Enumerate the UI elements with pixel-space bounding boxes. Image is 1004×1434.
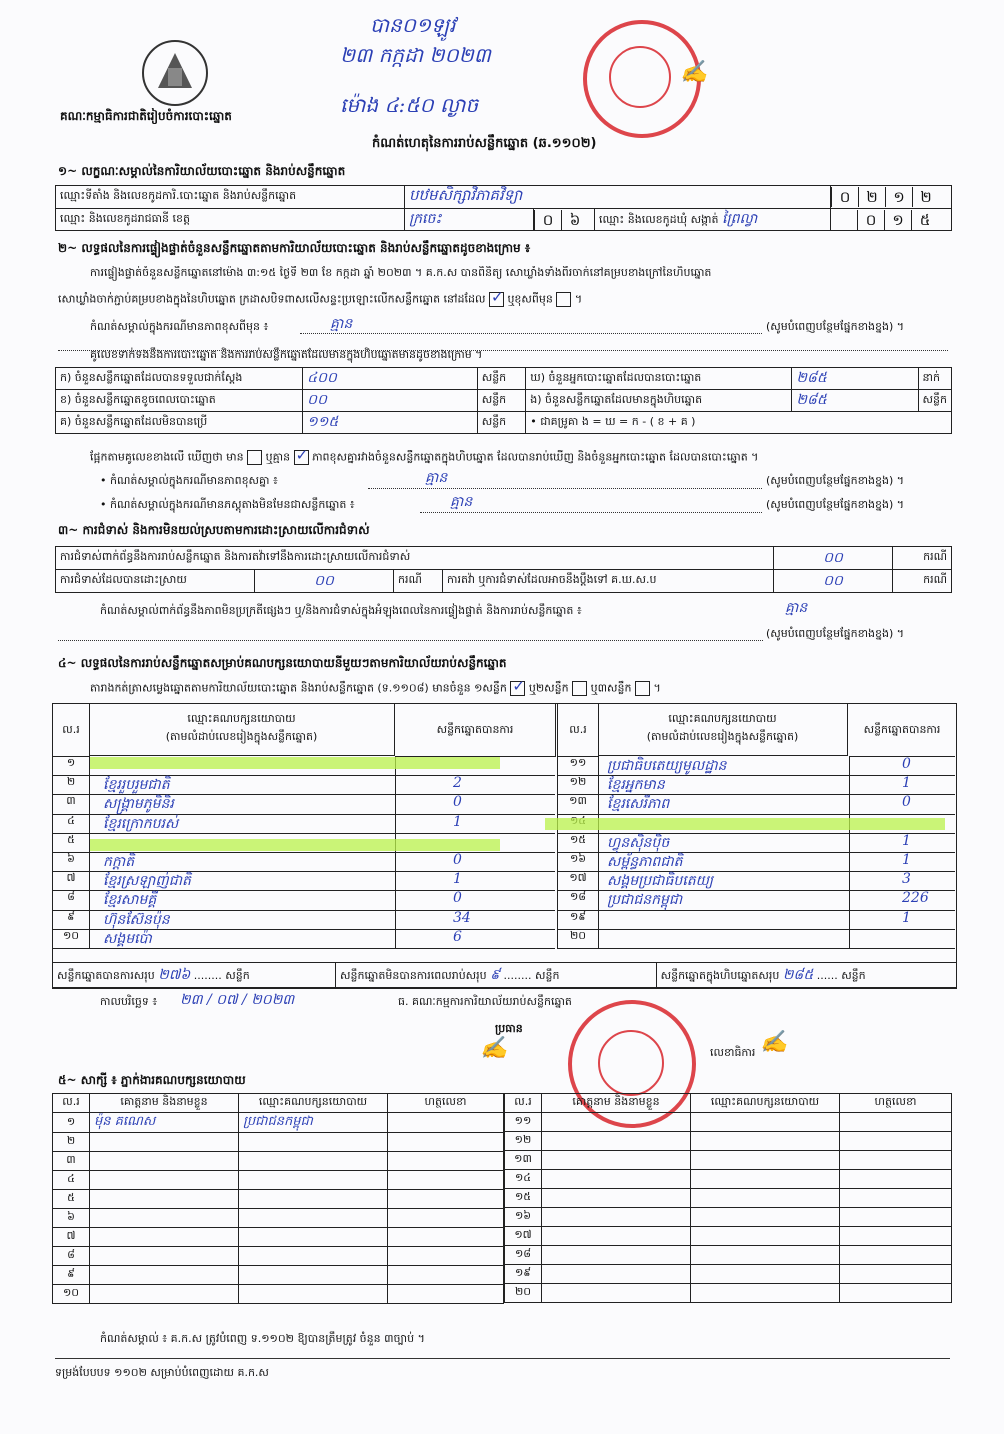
witness-row: ១៣ bbox=[505, 1151, 952, 1170]
s2-paragraph2: សោឃ្លាំងចាក់ភ្ជាប់គម្របខាងក្នុងនៃហិបឆ្នោត ក្រដាសបិទពាសលើសន្ទះប្រឡោះលើកសន្លឹកឆ្នោត នៅដដែល ✓ ឬខុសពីមុន ។ bbox=[58, 288, 583, 306]
result-row: ៨ ខ្មែរសាមគ្គី 0 bbox=[53, 890, 555, 910]
section2-title: ២~ លទ្ធផលនៃការផ្ទៀងផ្ទាត់ចំនួនសន្លឹកឆ្នោតតាមការិយាល័យបោះឆ្នោត និងរាប់សន្លឹកឆ្នោតដូចខាងក្រោម ៖ bbox=[58, 241, 531, 255]
s3-note: កំណត់សម្គាល់ពាក់ព័ន្ធនឹងភាពមិនប្រក្រតីផ្សេងៗ ឬ/និងការជំទាស់ក្នុងអំឡុងពេលនៃការផ្ទៀងផ្ទាត់ និងការរាប់សន្លឹកឆ្នោត ៖ bbox=[100, 604, 582, 617]
location-value: បឋមសិក្សាវិភាគវិទ្យា bbox=[405, 186, 831, 209]
b2-label: • កំណត់សម្គាល់ក្នុងករណីមានភស្តុតាងមិនមែនជាសន្លឹកឆ្នោត ៖ bbox=[100, 498, 355, 511]
chair-signature: ✍ bbox=[480, 1036, 508, 1061]
result-row: ៦ កក្តាតិ 0 bbox=[53, 852, 555, 872]
result-row: ៤ ខ្មែរក្រោកបរស់ 1 bbox=[53, 814, 555, 834]
result-row: ១១ ប្រជាធិបតេយ្យមូលដ្ឋាន 0 bbox=[557, 756, 955, 776]
witness-row: ៩ bbox=[53, 1266, 504, 1285]
result-row: ១៨ ប្រជាជនកម្ពុជា 226 bbox=[557, 890, 955, 910]
same-checkbox[interactable]: ✓ bbox=[490, 288, 504, 306]
province-value: ក្រចេះ bbox=[405, 209, 534, 231]
footnote: កំណត់សម្គាល់ ៖ គ.ក.ស ត្រូវបំពេញ ទ.១១០២ ឱ្យបានត្រឹមត្រូវ ចំនួន ៣ច្បាប់ ។ bbox=[100, 1332, 425, 1345]
form-code: ទម្រង់បែបបទ ១១០២ សម្រាប់បំពេញដោយ គ.ក.ស bbox=[55, 1366, 269, 1379]
witness-row: ២ bbox=[53, 1133, 504, 1152]
witness-row: ១៥ bbox=[505, 1189, 952, 1208]
witness-row: ១៤ bbox=[505, 1170, 952, 1189]
objection-table: ការជំទាស់ពាក់ព័ន្ធនឹងការរាប់សន្លឹកឆ្នោត និងការតវ៉ាទៅនឹងការដោះស្រាយលើការជំទាស់ ០០ ករណី ការជំទាស់ដែលបានដោះស្រាយ ០០ ករណី ការតវ៉ា ឬការជំទាស់ដែលអាចនឹងប្តឹងទៅ គ.ឃ.ស.ប ០០ ករណី bbox=[55, 546, 952, 593]
count-table: ក) ចំនួនសន្លឹកឆ្នោតដែលបានទទួលជាក់ស្តែង ៤០០ សន្លឹក ឃ) ចំនួនអ្នកបោះឆ្នោតដែលបានបោះឆ្នោត ២៨៥ នាក់ ខ) ចំនួនសន្លឹកឆ្នោតខូចពេលបោះឆ្នោត ០០ សន្លឹក ង) ចំនួនសន្លឹកឆ្នោតដែលមានក្នុងហិបឆ្នោត ២៨៥ សន្លឹក គ) ចំនួនសន្លឹកឆ្នោតដែលមិនបានប្រើ ១១៥ សន្លឹក • ជាគម្រូគា ង = ឃ = ក - ( ខ + គ ) bbox=[55, 367, 952, 434]
witness-row: ៦ bbox=[53, 1209, 504, 1228]
witness-row: ៣ bbox=[53, 1152, 504, 1171]
secretary-signature: ✍ bbox=[760, 1030, 788, 1055]
commission-logo bbox=[138, 38, 212, 108]
note1-label: កំណត់សម្គាល់ក្នុងករណីមានភាពខុសពីមុន ៖ bbox=[90, 320, 269, 333]
s3-note-value: គ្មាន bbox=[785, 600, 808, 616]
province-label: ឈ្មោះ និងលេខកូដរាជធានី ខេត្ត bbox=[56, 209, 405, 231]
witness-row: ១២ bbox=[505, 1132, 952, 1151]
signature: ✍ bbox=[680, 60, 708, 85]
result-row: ១៦ សម្ព័ន្ធភាពជាតិ 1 bbox=[557, 852, 955, 872]
result-row: ១៧ សង្គមប្រជាធិបតេយ្យ 3 bbox=[557, 871, 955, 891]
result-row: ៣ សង្គ្រាមភូមិនិរ 0 bbox=[53, 794, 555, 814]
document-title: កំណត់ហេតុនៃការរាប់សន្លឹកឆ្នោត (ឆ.១១០២) bbox=[372, 136, 597, 151]
totals-row: សន្លឹកឆ្នោតបានការសរុប ២៧៦ ........ សន្លឹក សន្លឹកឆ្នោតមិនបានការពេលរាប់សរុប ៩ ........ សន្លឹក សន្លឹកឆ្នោតក្នុងហិបឆ្នោតសរុប ២៨៥ ...... សន្លឹក bbox=[52, 962, 957, 988]
date-label: កាលបរិច្ឆេទ ៖ bbox=[100, 995, 158, 1008]
no-diff-checkbox[interactable]: ✓ bbox=[295, 450, 309, 464]
section5-title: ៥~ សាក្សី ៖ ភ្នាក់ងារគណបក្សនយោបាយ bbox=[58, 1073, 246, 1087]
location-label: ឈ្មោះទីតាំង និងលេខកូដការិ.បោះឆ្នោត និងរាប់សន្លឹកឆ្នោត bbox=[56, 186, 405, 209]
witness-row: ៤ bbox=[53, 1171, 504, 1190]
result-row: ៥ bbox=[53, 833, 555, 853]
s2-paragraph3: គូលេខទាក់ទងនឹងការបោះឆ្នោត និងការរាប់សន្លឹកឆ្នោតដែលមានក្នុងហិបឆ្នោតមានដូចខាងក្រោម ។ bbox=[90, 348, 483, 361]
has-diff-checkbox[interactable] bbox=[247, 450, 262, 465]
witness-row: ១១ bbox=[505, 1113, 952, 1132]
date-value: ២៣ / ០៧ / ២០២៣ bbox=[180, 992, 295, 1008]
result-row: ១ bbox=[53, 756, 555, 776]
results-table: ល.រ ឈ្មោះគណបក្សនយោបាយ (តាមលំដាប់លេខរៀងក្នុងសន្លឹកឆ្នោត) សន្លឹកឆ្នោតបានការ ល.រ ឈ្មោះគណបក្សនយោបាយ (តាមលំដាប់លេខរៀងក្នុងសន្លឹកឆ្នោត) សន្លឹកឆ្នោតបានការ ១ ២ ខ្មែររួបរួមជាតិ 2 ៣ សង្គ្រាមភូមិនិរ 0 ៤ ខ្មែរក្រោកបរស់ 1 ៥ ៦ កក្តាតិ 0 ៧ ខ្មែរស្រឡាញ់ជាតិ 1 ៨ ខ្មែរសាមគ្គី 0 ៩ ហ៊ុនស៊ែនប៉ុន 34 ១០ សង្គមប៉ោ 6 ១១ ប្រជាធិបតេយ្យមូលដ្ឋាន 0 ១២ ខ្មែរអ្នកមាន 1 ១៣ ខ្មែរ​សេរីភាព 0 ១៥ ហ្វុនស៊ិនប៉ិច 1 ១៦ សម្ព័ន្ធភាពជាតិ 1 ១៧ សង្គមប្រជាធិបតេយ្យ 3 ១៨ ប្រជាជនកម្ពុជា 226 ១៩ 1 ២០ bbox=[52, 703, 957, 989]
result-row: ៩ ហ៊ុនស៊ែនប៉ុន 34 bbox=[53, 910, 555, 930]
chair-label: ប្រធាន bbox=[495, 1022, 523, 1035]
witness-row: ១៧ bbox=[505, 1227, 952, 1246]
b2-value: គ្មាន bbox=[450, 494, 473, 510]
witness-row: ៥ bbox=[53, 1190, 504, 1209]
result-row: ២០ bbox=[557, 929, 955, 949]
result-row: ១៩ 1 bbox=[557, 910, 955, 930]
witness-row: ១៦ bbox=[505, 1208, 952, 1227]
s4-intro: តារាងកត់ត្រាសម្លេងឆ្នោតតាមការិយាល័យបោះឆ្នោត និងរាប់សន្លឹកឆ្នោត (ទ.១១០៨) មានចំនួន ១សន្លឹក ✓ ឬ២សន្លឹក ឬ៣សន្លឹក ។ bbox=[90, 677, 661, 695]
fill-hint-1: (សូមបំពេញបន្ថែមផ្នែកខាងខ្នង) ។ bbox=[766, 320, 905, 333]
commission-name: គណៈកម្មាធិការជាតិរៀបចំការបោះឆ្នោត bbox=[60, 109, 232, 123]
witness-row: ៧ bbox=[53, 1228, 504, 1247]
b1-value: គ្មាន bbox=[425, 470, 448, 486]
witness-row: ១៩ bbox=[505, 1265, 952, 1284]
result-row: ១២ ខ្មែរអ្នកមាន 1 bbox=[557, 775, 955, 795]
b1-label: • កំណត់សម្គាល់ក្នុងករណីមានភាពខុសគ្នា ៖ bbox=[100, 474, 278, 487]
witness-row: ១ ម៉ុន គណេស ប្រជាជនកម្ពុជា bbox=[53, 1113, 504, 1133]
section1-table: ឈ្មោះទីតាំង និងលេខកូដការិ.បោះឆ្នោត និងរាប់សន្លឹកឆ្នោត បឋមសិក្សាវិភាគវិទ្យា ០ ២ ១ ២ ឈ្មោះ និងលេខកូដរាជធានី ខេត្ត ក្រចេះ ០ ៦ ឈ្មោះ និងលេខកូដឃុំ សង្កាត់ ព្រៃល្វា ០ ១ ៥ bbox=[55, 185, 952, 231]
result-row: ៧ ខ្មែរស្រឡាញ់ជាតិ 1 bbox=[53, 871, 555, 891]
section4-title: ៤~ លទ្ធផលនៃការរាប់សន្លឹកឆ្នោតសម្រាប់គណបក្សនយោបាយនីមួយៗតាមការិយាល័យរាប់សន្លឹកឆ្នោត bbox=[58, 656, 507, 670]
different-checkbox[interactable] bbox=[556, 292, 571, 307]
witness-row: ២០ bbox=[505, 1284, 952, 1303]
result-row: ១០ សង្គមប៉ោ 6 bbox=[53, 929, 555, 949]
witness-table: ល.រ គោត្តនាម និងនាមខ្លួន ឈ្មោះគណបក្សនយោបាយ ហត្ថលេខា ១ ម៉ុន គណេស ប្រជាជនកម្ពុជា ២ ៣ ៤ ៥ ៦ ៧ ៨ ៩ ១០ ល.រ គោត្តនាម និងនាមខ្លួន ឈ្មោះគណបក្សនយោបាយ ហត្ថលេខា ១១ ១២ ១៣ ១៤ ១៥ ១៦ ១៧ ១៨ ១៩ ២០ bbox=[52, 1093, 952, 1327]
one-sheet-checkbox[interactable]: ✓ bbox=[512, 677, 525, 695]
section3-title: ៣~ ការជំទាស់ និងការមិនយល់ស្របតាមការដោះស្រាយលើការជំទាស់ bbox=[58, 523, 370, 537]
result-row: ១៥ ហ្វុនស៊ិនប៉ិច 1 bbox=[557, 833, 955, 853]
commune-label: ឈ្មោះ និងលេខកូដឃុំ សង្កាត់ bbox=[599, 213, 719, 226]
received-time: ម៉ោង ៤:៥០ ល្ងាច bbox=[340, 93, 479, 117]
received-note: បាន០១ឡូវ bbox=[370, 13, 456, 37]
section1-title: ១~ លក្ខណៈសម្គាល់នៃការិយាល័យបោះឆ្នោត និងរាប់សន្លឹកឆ្នោត bbox=[58, 164, 346, 178]
s2-paragraph1: ការផ្ទៀងផ្ទាត់ចំនួនសន្លឹកឆ្នោតនៅម៉ោង ៣:១៥ ថ្ងៃទី ២៣ ខែ កក្កដា ឆ្នាំ ២០២៣ ។ គ.ក.ស បានពិនិត្យ សោឃ្លាំងទាំងពីរចាក់នៅគម្របខាងក្រៅនៃហិបឆ្នោត bbox=[90, 266, 712, 279]
result-row: ១៣ ខ្មែរ​សេរីភាព 0 bbox=[557, 794, 955, 814]
s2-paragraph4: ផ្អែកតាមគូលេខខាងលើ ឃើញថា មាន ឬគ្មាន ✓ ភាពខុសគ្នារវាងចំនួនសន្លឹកឆ្នោតក្នុងហិបឆ្នោត ដែលបានរាប់ឃើញ និងចំនួនអ្នកបោះឆ្នោត ដែលបានបោះឆ្នោត ។ bbox=[90, 450, 759, 464]
committee-label: ធ. គណៈកម្មការការិយាល័យរាប់សន្លឹកឆ្នោត bbox=[398, 995, 572, 1008]
result-row: ២ ខ្មែររួបរួមជាតិ 2 bbox=[53, 775, 555, 795]
note1-value: គ្មាន bbox=[330, 316, 353, 332]
witness-row: ១០ bbox=[53, 1285, 504, 1304]
secretary-label: លេខាធិការ bbox=[710, 1046, 756, 1059]
witness-row: ១៨ bbox=[505, 1246, 952, 1265]
witness-row: ៨ bbox=[53, 1247, 504, 1266]
received-date: ២៣ កក្កដា ២០២៣ bbox=[340, 43, 491, 67]
three-sheet-checkbox[interactable] bbox=[635, 681, 650, 696]
two-sheet-checkbox[interactable] bbox=[572, 681, 587, 696]
